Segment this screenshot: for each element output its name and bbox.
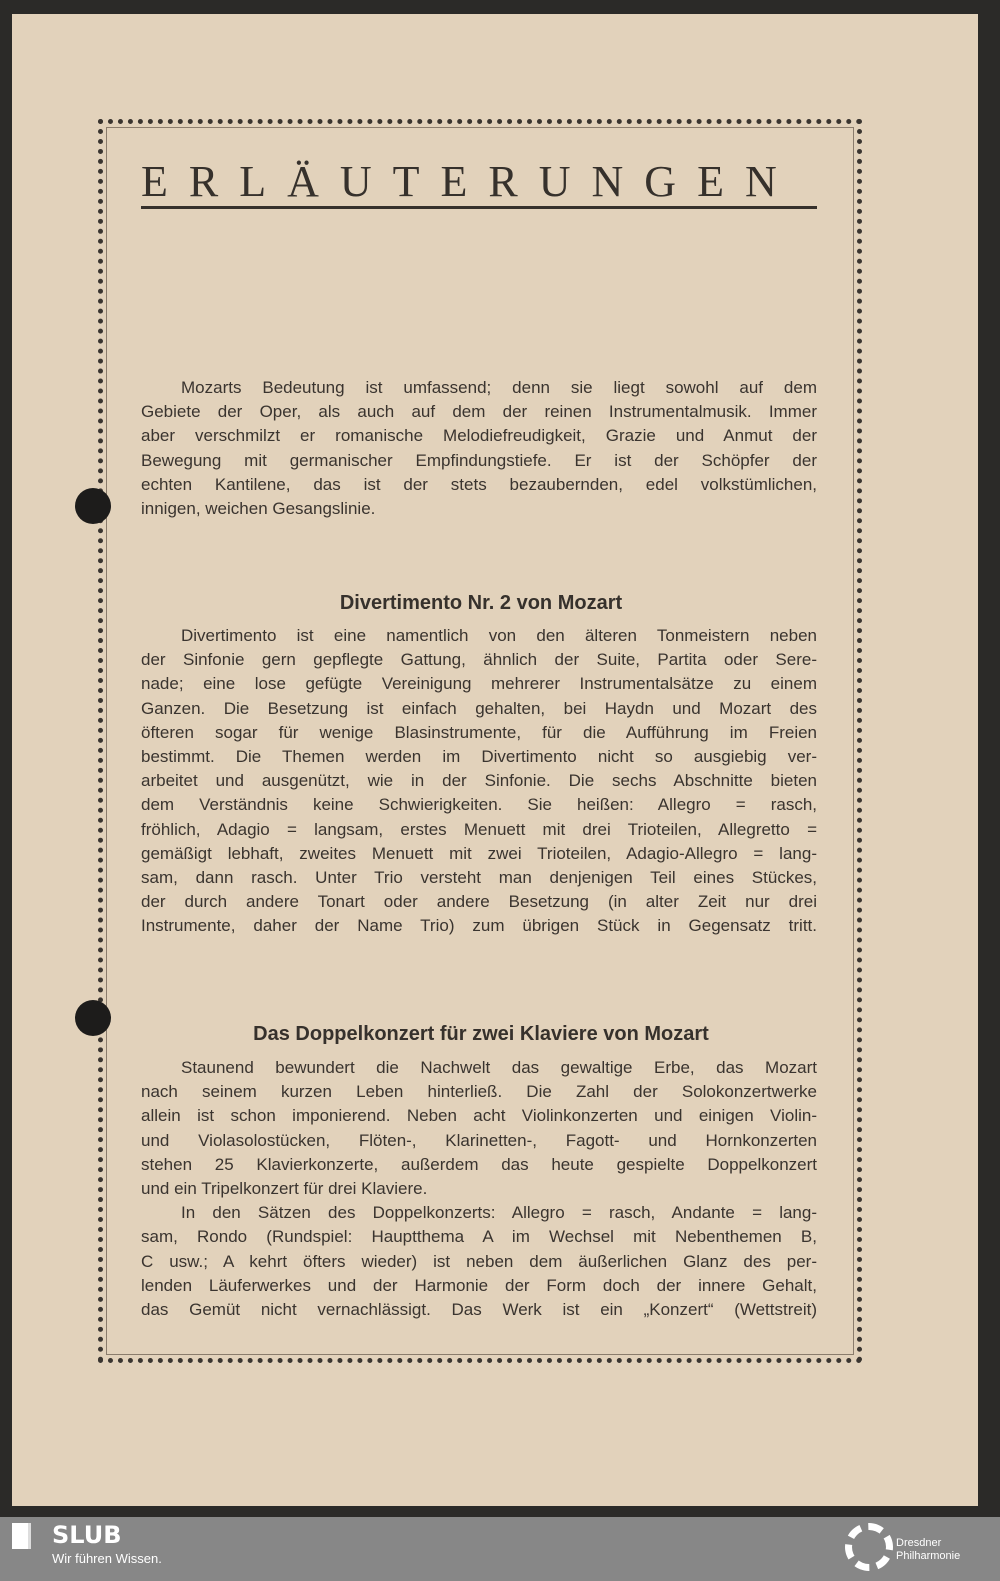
doppelkonzert-paragraph (141, 1056, 817, 1322)
slub-logo[interactable]: SLUB (52, 1521, 122, 1549)
text-line: fröhlich, Adagio = langsam, erstes Menuett mit drei Trioteilen, Allegretto = (141, 819, 817, 839)
text-line: Ganzen. Die Besetzung ist einfach gehalten, bei Haydn und Mozart des (141, 698, 817, 718)
text-line: In den Sätzen des Doppelkonzerts: Allegro = rasch, Andante = lang- (181, 1203, 817, 1223)
text-line: echten Kantilene, das ist der stets bezaubernden, edel volkstümlichen, (141, 474, 817, 494)
text-line: lenden Läuferwerkes und der Harmonie der Form doch der innere Gehalt, (141, 1275, 817, 1295)
text-line: nach seinem kurzen Leben hinterließ. Die Zahl der Solokonzertwerke (141, 1082, 817, 1102)
text-line: allein ist schon imponierend. Neben acht Violinkonzerten und einigen Violin- (141, 1106, 817, 1126)
partner-name-line1: Dresdner (896, 1537, 942, 1549)
punch-hole (75, 1000, 111, 1036)
text-line: gemäßigt lebhaft, zweites Menuett mit zwei Trioteilen, Adagio-Allegro = lang- (141, 843, 817, 863)
title-underline (141, 206, 817, 209)
text-line: der durch andere Tonart oder andere Besetzung (in alter Zeit nur drei (141, 892, 817, 912)
section-heading-divertimento: Divertimento Nr. 2 von Mozart (339, 592, 623, 614)
text-line: C usw.; A kehrt öfters wieder) ist neben dem äußerlichen Glanz des per- (141, 1251, 817, 1271)
text-line: arbeitet und ausgenützt, wie in der Sinfonie. Die sechs Abschnitte bieten (141, 771, 817, 791)
text-line: öfteren sogar für wenige Blasinstrumente, für die Aufführung im Freien (141, 722, 817, 742)
text-line: aber verschmilzt er romanische Melodiefreudigkeit, Grazie und Anmut der (141, 426, 817, 446)
text-line: Bewegung mit germanischer Empfindungstiefe. Er ist der Schöpfer der (141, 450, 817, 470)
partner-name-line2: Philharmonie (896, 1550, 961, 1562)
text-line: der Sinfonie gern gepflegte Gattung, ähnlich der Suite, Partita oder Sere- (141, 650, 817, 670)
divertimento-paragraph (141, 624, 817, 939)
text-line: innigen, weichen Gesangslinie. (141, 499, 376, 519)
philharmonie-logo[interactable] (896, 1537, 960, 1563)
text-line: stehen 25 Klavierkonzerte, außerdem das heute gespielte Doppelkonzert (141, 1154, 817, 1174)
punch-hole (75, 488, 111, 524)
text-line: Staunend bewundert die Nachwelt das gewaltige Erbe, das Mozart (181, 1058, 817, 1077)
text-line: und Violasolostücken, Flöten-, Klarinetten-, Fagott- und Hornkonzerten (141, 1130, 817, 1150)
text-line: Mozarts Bedeutung ist umfassend; denn sie liegt sowohl auf dem (181, 378, 817, 397)
intro-paragraph (141, 376, 817, 521)
text-line: sam, Rondo (Rundspiel: Hauptthema A im Wechsel mit Nebenthemen B, (141, 1227, 817, 1247)
footer-bar (0, 1517, 1000, 1581)
slub-tagline: Wir führen Wissen. (52, 1551, 162, 1566)
text-line: und ein Tripelkonzert für drei Klaviere. (141, 1179, 428, 1199)
page-title: ERLÄUTERUNGEN (141, 157, 798, 206)
section-heading-doppelkonzert: Das Doppelkonzert für zwei Klaviere von Mozart (253, 1023, 709, 1045)
text-line: nade; eine lose gefügte Vereinigung mehrerer Instrumentalsätze zu einem (141, 674, 817, 694)
slub-book-icon (12, 1523, 31, 1549)
text-line: Instrumente, daher der Name Trio) zum übrigen Stück in Gegensatz tritt. (141, 916, 817, 936)
philharmonie-logo-icon (845, 1523, 893, 1571)
text-line: sam, dann rasch. Unter Trio versteht man denjenigen Teil eines Stückes, (141, 868, 817, 888)
text-line: bestimmt. Die Themen werden im Divertimento nicht so ausgiebig ver- (141, 747, 817, 767)
text-line: Gebiete der Oper, als auch auf dem der reinen Instrumentalmusik. Immer (141, 402, 817, 422)
text-line: dem Verständnis keine Schwierigkeiten. Sie heißen: Allegro = rasch, (141, 795, 817, 815)
text-line: Divertimento ist eine namentlich von den älteren Tonmeistern neben (181, 626, 817, 645)
text-line: das Gemüt nicht vernachlässigt. Das Werk ist ein „Konzert“ (Wettstreit) (141, 1300, 817, 1320)
